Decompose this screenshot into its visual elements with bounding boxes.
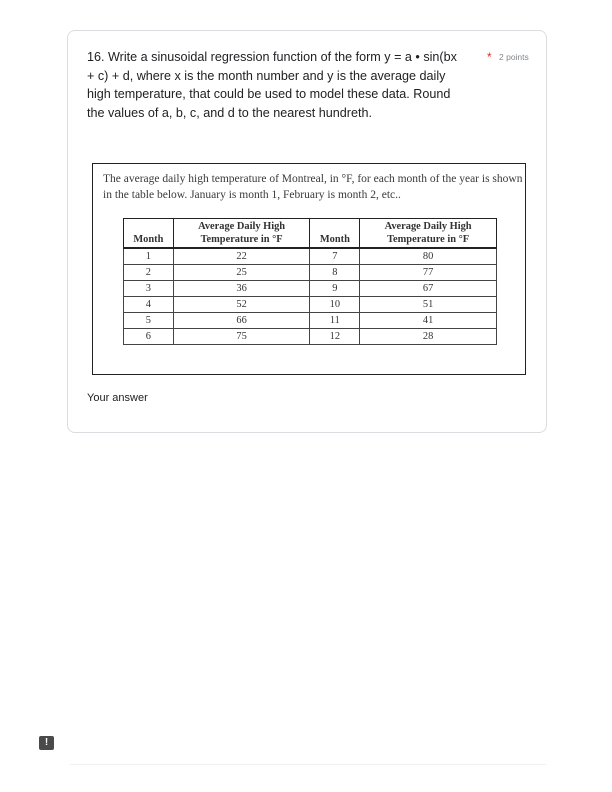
month-cell: 5	[124, 313, 174, 329]
question-text: 16. Write a sinusoidal regression function of the form y = a • sin(bx + c) + d, where x is the month number and y is the average daily high temperature, that could be used to model these data. Round the values of a, b, c, and d to the nearest hundreth.	[87, 50, 457, 120]
month-cell: 4	[124, 297, 174, 313]
temperature-cell: 80	[360, 248, 497, 265]
required-asterisk: *	[487, 50, 492, 64]
temperature-cell: 66	[173, 313, 310, 329]
col-header-month: Month	[124, 219, 174, 249]
month-cell: 1	[124, 248, 174, 265]
temperature-cell: 28	[360, 329, 497, 345]
points-label: 2 points	[499, 52, 529, 62]
temperature-cell: 51	[360, 297, 497, 313]
month-cell: 7	[310, 248, 360, 265]
report-icon[interactable]: !	[39, 736, 54, 750]
month-cell: 8	[310, 265, 360, 281]
month-cell: 6	[124, 329, 174, 345]
temperature-cell: 77	[360, 265, 497, 281]
month-cell: 11	[310, 313, 360, 329]
temperature-cell: 41	[360, 313, 497, 329]
divider	[70, 764, 546, 765]
temperature-cell: 52	[173, 297, 310, 313]
month-cell: 12	[310, 329, 360, 345]
month-cell: 3	[124, 281, 174, 297]
temperature-table	[123, 218, 497, 345]
temperature-cell: 22	[173, 248, 310, 265]
question-image	[92, 163, 526, 375]
table-row	[124, 297, 497, 313]
temperature-cell: 67	[360, 281, 497, 297]
table-row	[124, 329, 497, 345]
month-cell: 2	[124, 265, 174, 281]
temperature-cell: 36	[173, 281, 310, 297]
temperature-cell: 75	[173, 329, 310, 345]
figure-intro: The average daily high temperature of Montreal, in °F, for each month of the year is shown in the table below. January is month 1, February is month 2, etc..	[103, 173, 523, 201]
question-card	[67, 30, 547, 433]
answer-input[interactable]: Your answer	[87, 392, 148, 404]
temperature-cell: 25	[173, 265, 310, 281]
month-cell: 9	[310, 281, 360, 297]
table-row	[124, 265, 497, 281]
col-header-month: Month	[310, 219, 360, 249]
table-row	[124, 248, 497, 265]
table-row	[124, 313, 497, 329]
month-cell: 10	[310, 297, 360, 313]
table-row	[124, 281, 497, 297]
table-header-row	[124, 219, 497, 249]
col-header-temp: Average Daily High Temperature in °F	[173, 219, 310, 249]
col-header-temp: Average Daily High Temperature in °F	[360, 219, 497, 249]
